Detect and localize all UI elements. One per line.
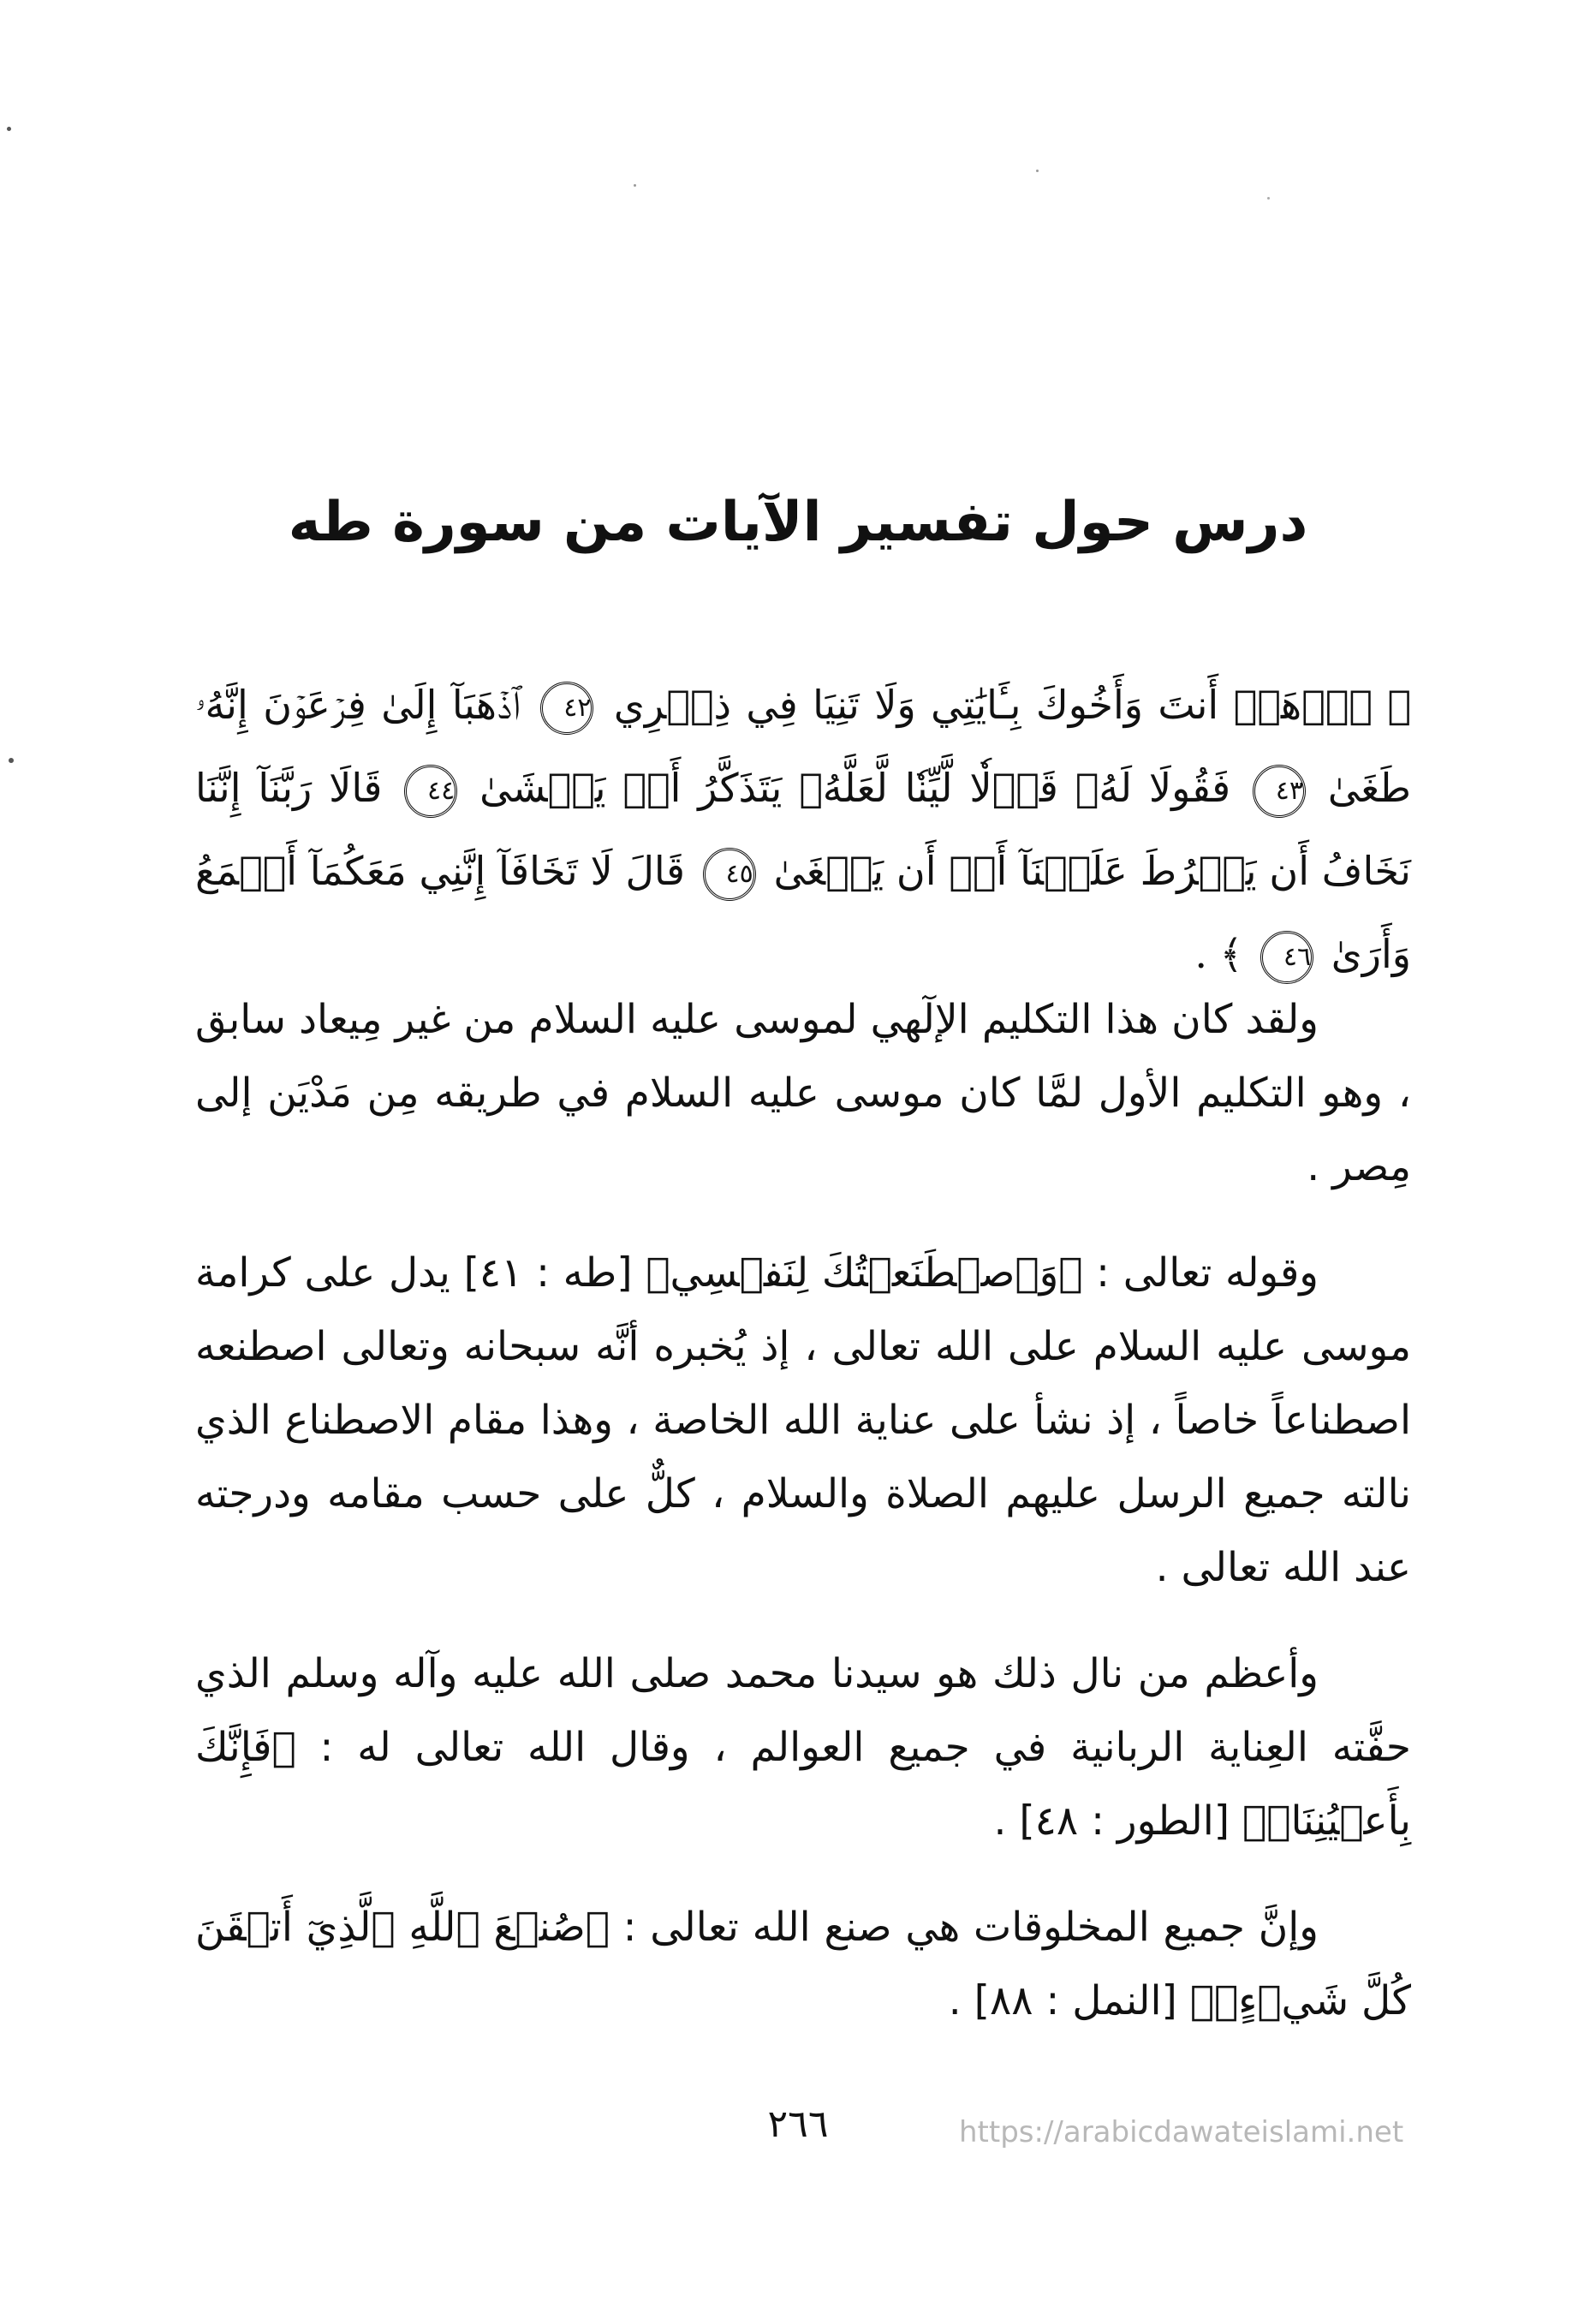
page-number: ٢٦٦	[767, 2102, 829, 2146]
ayah-number-marker: ٤٤	[404, 765, 457, 818]
paragraph: وأعظم من نال ذلك هو سيدنا محمد صلى الله عليه وآله وسلم الذي حفَّته العِناية الربانية في جميع العوالم ، وقال الله تعالى له : ﴿فَإِنَّكَ بِأَعۡيُنِنَاۖ﴾ [الطور : ٤٨] .	[195, 1650, 1411, 1845]
verse-close-bracket: ﴾ .	[1194, 931, 1243, 977]
scan-speck	[9, 758, 14, 763]
ayah-number-marker: ٤٢	[540, 682, 593, 735]
body-text	[195, 983, 1411, 2071]
scan-speck	[634, 184, 636, 187]
watermark-url: https://arabicdawateislami.net	[959, 2115, 1404, 2149]
verse-segment: ٱذۡهَبَآ إِلَىٰ فِرۡعَوۡنَ إِنَّهُۥ طَغَىٰ	[195, 682, 1412, 811]
scan-speck	[7, 127, 11, 131]
quran-verse-block	[195, 664, 1411, 996]
verse-segment: قَالَ لَا تَخَافَآ إِنَّنِي مَعَكُمَآ أَسۡمَعُ وَأَرَىٰ	[195, 848, 1411, 977]
verse-open-bracket: ﴿	[1387, 682, 1411, 728]
paragraph: ولقد كان هذا التكليم الإلٓهي لموسى عليه السلام من غير مِيعاد سابق ، وهو التكليم الأول لمَّا كان موسى عليه السلام في طريقه مِن مَدْيَن إلى مِصر .	[195, 996, 1411, 1190]
verse-segment: ٱذۡهَبۡ أَنتَ وَأَخُوكَ بِـَٔايَٰتِي وَلَا تَنِيَا فِي ذِكۡرِي	[613, 682, 1373, 728]
scan-speck	[1036, 170, 1039, 172]
ayah-number-marker: ٤٣	[1253, 765, 1306, 818]
paragraph: وإنَّ جميع المخلوقات هي صنع الله تعالى : ﴿صُنۡعَ ٱللَّهِ ٱلَّذِيٓ أَتۡقَنَ كُلَّ شَيۡءٍۚ﴾ [النمل : ٨٨] .	[195, 1904, 1411, 2024]
ayah-number-marker: ٤٦	[1260, 931, 1313, 984]
paragraph: وقوله تعالى : ﴿وَٱصۡطَنَعۡتُكَ لِنَفۡسِي﴾ [طه : ٤١] يدل على كرامة موسى عليه السلام على الله تعالى ، إذ يُخبره أنَّه سبحانه وتعالى اصطنعه اصطناعاً خاصاً ، إذ نشأ على عناية الله الخاصة ، وهذا مقام الاصطناع الذي نالته جميع الرسل عليهم الصلاة والسلام ، كلٌّ على حسب مقامه ودرجته عند الله تعالى .	[195, 1249, 1411, 1591]
scan-speck	[1267, 197, 1270, 200]
verse-segment: فَقُولَا لَهُۥ قَوۡلٗا لَّيِّنٗا لَّعَلَّهُۥ يَتَذَكَّرُ أَوۡ يَخۡشَىٰ	[479, 765, 1231, 811]
page-title: درس حول تفسير الآيات من سورة طه	[288, 491, 1308, 554]
verse-segment: قَالَا رَبَّنَآ إِنَّنَا نَخَافُ أَن يَفۡرُطَ عَلَيۡنَآ أَوۡ أَن يَطۡغَىٰ	[195, 765, 1411, 894]
ayah-number-marker: ٤٥	[703, 848, 756, 901]
